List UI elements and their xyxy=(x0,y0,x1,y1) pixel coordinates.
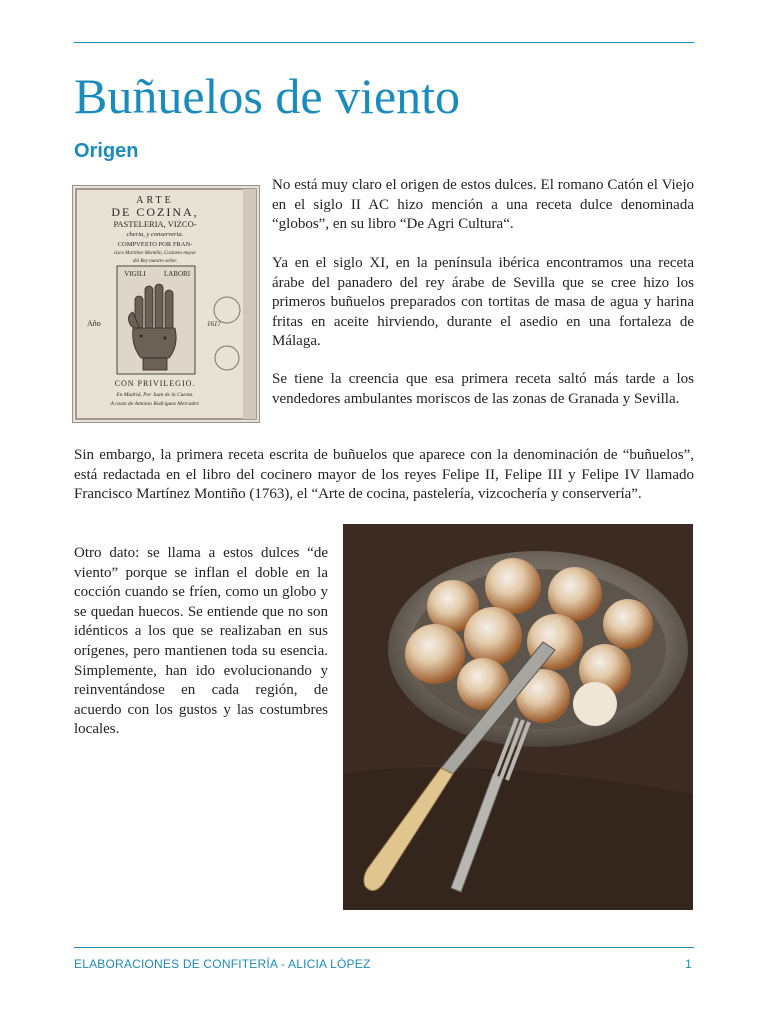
book-cover-author: cisco Martinez Montiño, Cozinero mayor xyxy=(113,251,197,256)
paragraph-origin-moriscos: Se tiene la creencia que esa primera receta saltó más tarde a los vendedores ambulantes moriscos de las zonas de Granada y Sevilla. xyxy=(272,371,694,407)
book-cover-banner: LABORI xyxy=(163,270,191,278)
bottom-divider xyxy=(74,947,694,948)
page-number: 1 xyxy=(685,957,692,971)
book-cover-year: Año xyxy=(87,319,101,328)
book-cover-privilege: CON PRIVILEGIO. xyxy=(114,379,196,388)
paragraph-origin-caton: No está muy claro el origen de estos dulces. El romano Catón el Viejo en el siglo II AC hizo mención a una receta dulce denominada “globos”, en su libro “De Agri Cultura“. xyxy=(272,177,694,233)
section-heading-origen: Origen xyxy=(74,140,139,162)
book-cover-title: PASTELERIA, VIZCO- xyxy=(113,219,197,229)
book-cover-banner: VIGILI xyxy=(124,270,146,278)
paragraph-de-viento: Otro dato: se llama a estos dulces “de viento” porque se inflan el doble en la cocción cuando se fríen, como un globo y se quedan huecos. Se entiende que no son idénticos a los que se realizaban en sus orígenes, pero mantienen toda su esencia. Simplemente, han ido evolucionando y reinventándose en cada región, de acuerdo con los gustos y las costumbres locales. xyxy=(74,545,328,738)
book-cover-year-right: 1617 xyxy=(207,320,221,328)
bunuelos-photo xyxy=(343,524,693,910)
book-cover-author: COMPVESTO POR FRAN- xyxy=(117,241,193,248)
book-cover-title: DE COZINA, xyxy=(111,205,199,219)
book-cover-imprint: En Madrid, Por Juan de la Cuesta. xyxy=(116,392,194,398)
top-divider xyxy=(74,42,694,43)
paragraph-origin-sevilla: Ya en el siglo XI, en la península ibérica encontramos una receta árabe del panadero del rey árabe de Sevilla que se cree hizo los primeros buñuelos preparados con tortitas de masa de agua y harina fritas en aceite hirviendo, durante el asedio en una fortaleza de Málaga. xyxy=(272,255,694,350)
footer-credit: ELABORACIONES DE CONFITERÍA - ALICIA LÓPEZ xyxy=(74,957,371,971)
book-cover-title: ARTE xyxy=(136,195,174,206)
page-title: Buñuelos de viento xyxy=(74,68,461,124)
book-cover-image xyxy=(72,185,260,423)
book-cover-title: cheria, y conserveria. xyxy=(126,231,184,238)
paragraph-first-recipe: Sin embargo, la primera receta escrita de buñuelos que aparece con la denominación de “buñuelos”, está redactada en el libro del cocinero mayor de los reyes Felipe II, Felipe III y Felipe IV llamado Francisco Martínez Montiño (1763), el “Arte de cocina, pastelería, vizcochería y conservería”. xyxy=(74,447,694,503)
book-cover-imprint: A costa de Antonio Rodriguez Mercader. xyxy=(110,401,200,407)
book-cover-author: del Rey nuestro señor. xyxy=(133,259,177,264)
page-footer xyxy=(74,955,694,975)
